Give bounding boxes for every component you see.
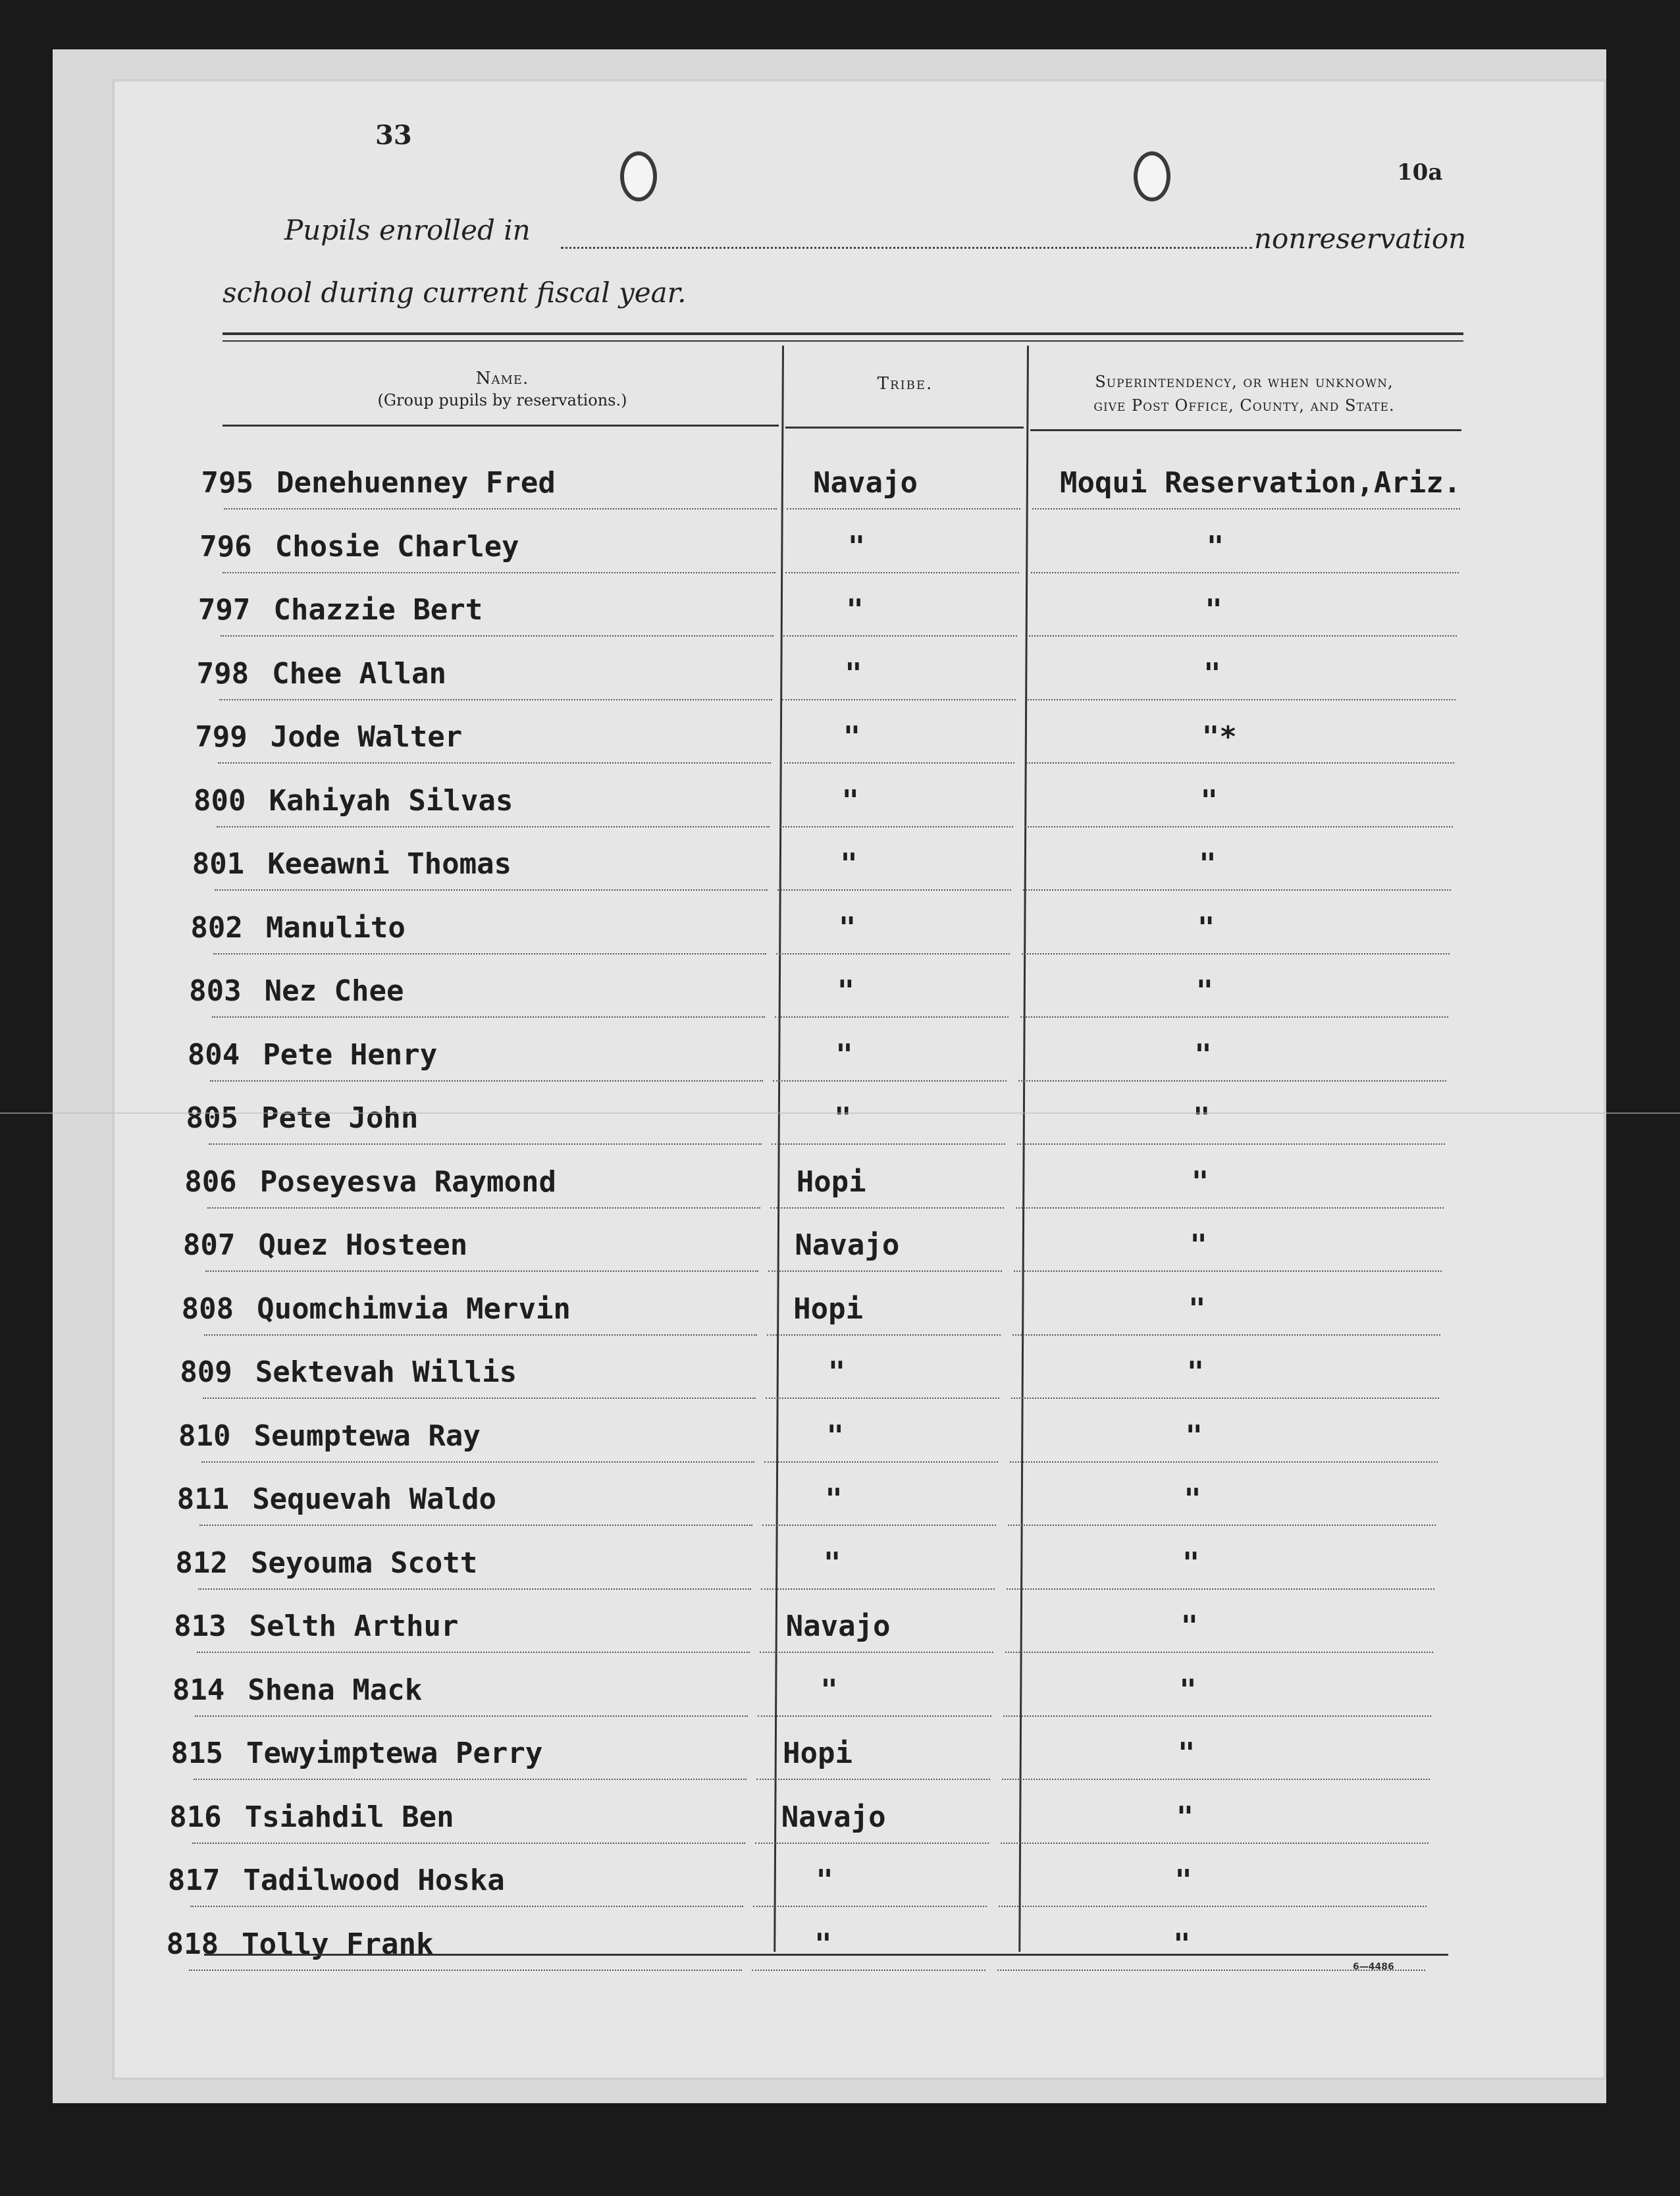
row-number: 810 [178,1419,231,1453]
table-row [0,1216,1680,1280]
row-rule-tribe [761,1588,995,1590]
punch-hole-right [1134,151,1170,201]
pupil-name: Seyouma Scott [250,1546,478,1580]
header-rule-tribe [785,427,1024,429]
pupil-tribe: Navajo [813,466,918,500]
header-sup-line-2: give Post Office, County, and State. [1093,396,1395,415]
pupil-superintendency: " [1195,974,1214,1008]
row-rule-tribe [766,1398,999,1399]
row-rule-tribe [767,1334,1001,1336]
row-rule-tribe [758,1715,991,1717]
row-rule-tribe [775,1016,1009,1018]
pupil-name: Keeawni Thomas [267,847,512,881]
row-rule-tribe [753,1906,987,1907]
table-row [0,1089,1680,1153]
row-number: 801 [192,847,245,881]
row-number: 797 [197,593,251,627]
row-number: 811 [176,1482,230,1516]
row-number: 804 [187,1037,240,1072]
pupil-tribe: " [843,720,861,754]
table-row [0,772,1680,835]
row-rule-name [195,1715,748,1717]
pupil-tribe: " [820,1673,838,1707]
row-rule-name [218,762,771,764]
punch-hole-left [620,151,657,201]
row-rule-sup [1023,889,1451,891]
pupil-name: Shena Mack [248,1673,423,1707]
pupil-superintendency: " [1185,1419,1203,1453]
pupil-tribe: Navajo [781,1800,886,1834]
pupil-tribe: " [846,593,864,627]
row-rule-sup [1026,762,1454,764]
table-row [0,1471,1680,1534]
row-rule-name [189,1970,742,1971]
pupil-tribe: " [847,529,866,563]
pupil-name: Denehuenney Fred [276,466,556,500]
row-rule-name [224,508,777,510]
row-rule-sup [1020,1016,1448,1018]
row-rule-tribe [756,1779,990,1780]
row-rule-name [198,1588,751,1590]
pupil-tribe: " [823,1546,841,1580]
pupil-tribe: " [840,847,858,881]
row-rule-sup [1028,699,1456,700]
row-rule-name [213,953,766,954]
table-row [0,962,1680,1026]
pupil-name: Jode Walter [270,720,463,754]
pupil-superintendency: " [1191,1164,1209,1199]
header-name-sub: (Group pupils by reservations.) [377,391,627,409]
table-row [0,1153,1680,1216]
row-rule-sup [1031,572,1459,573]
row-rule-tribe [760,1652,993,1653]
header-rule-sup [1030,429,1461,431]
table-row [0,1280,1680,1344]
pupil-name: Quez Hosteen [258,1228,468,1262]
row-rule-tribe [752,1970,985,1971]
row-rule-tribe [772,1143,1005,1145]
row-number: 806 [184,1164,237,1199]
table-row [0,708,1680,771]
pupil-name: Sequevah Waldo [252,1482,497,1516]
row-rule-tribe [768,1270,1002,1272]
pupil-superintendency: " [1206,529,1224,563]
header-tribe: Tribe. [877,374,933,394]
page-number: 33 [375,120,412,151]
row-rule-tribe [762,1525,996,1526]
pupil-superintendency: " [1194,1037,1212,1072]
table-row [0,518,1680,581]
intro-line-2: school during current fiscal year. [223,276,687,309]
row-rule-name [199,1525,752,1526]
pupil-name: Selth Arthur [249,1609,459,1643]
row-rule-name [221,635,774,637]
pupil-name: Tewyimptewa Perry [246,1737,543,1770]
pupil-superintendency: Moqui Reservation,Ariz. [1060,466,1461,500]
pupil-name: Kahiyah Silvas [269,783,513,818]
pupil-name: Tolly Frank [242,1927,434,1961]
row-rule-tribe [782,699,1016,700]
pupil-superintendency: " [1178,1737,1195,1770]
row-rule-name [207,1207,760,1209]
pupil-tribe: Navajo [785,1609,891,1643]
row-number: 802 [190,910,243,945]
row-rule-tribe [755,1843,989,1844]
table-row [0,1598,1680,1661]
pupil-superintendency: " [1200,783,1218,818]
pupil-name: Poseyesva Raymond [259,1164,557,1199]
row-rule-sup [1001,1843,1429,1844]
top-rule [223,332,1463,335]
pupil-superintendency: " [1190,1228,1207,1262]
row-number: 818 [166,1927,219,1961]
row-rule-tribe [787,508,1020,510]
table-row [0,645,1680,708]
table-row [0,1725,1680,1788]
pupil-superintendency: " [1205,593,1222,627]
pupil-superintendency: " [1180,1609,1199,1643]
table-row [0,1534,1680,1598]
row-rule-name [215,889,768,891]
row-rule-sup [1010,1461,1438,1463]
row-number: 817 [167,1864,221,1897]
row-number: 807 [182,1228,236,1262]
print-code: 6—4486 [1353,1962,1394,1972]
row-rule-tribe [777,889,1011,891]
row-rule-tribe [785,572,1019,573]
row-rule-name [217,826,770,827]
pupil-tribe: " [838,910,856,945]
table-row [0,1852,1680,1915]
row-rule-sup [1014,1270,1442,1272]
table-row [0,835,1680,899]
pupil-tribe: " [841,783,859,818]
table-row [0,1407,1680,1471]
table-row [0,581,1680,644]
school-name-blank [561,247,1252,249]
row-number: 805 [186,1101,238,1135]
pupil-name: Tsiahdil Ben [244,1800,454,1834]
header-sup-line-1: Superintendency, or when unknown, [1095,373,1394,391]
pupil-tribe: " [826,1419,844,1453]
row-rule-name [223,572,775,573]
table-row [0,1661,1680,1725]
row-rule-sup [1007,1588,1434,1590]
pupil-superintendency: " [1184,1482,1201,1516]
pupil-tribe: " [845,656,862,691]
row-rule-name [201,1461,754,1463]
row-rule-sup [1017,1143,1445,1145]
pupil-tribe: " [814,1927,832,1961]
row-rule-sup [1029,635,1457,637]
pupil-superintendency: " [1173,1927,1191,1961]
row-number: 812 [175,1546,228,1580]
row-rule-tribe [773,1080,1007,1082]
pupil-name: Seumptewa Ray [253,1419,481,1453]
row-rule-name [203,1398,756,1399]
row-rule-tribe [781,762,1014,764]
top-rule-thin [223,340,1463,342]
row-number: 796 [199,529,252,563]
table-row [0,1026,1680,1089]
row-number: 808 [181,1292,234,1326]
header-name [223,369,782,409]
pupil-superintendency: " [1179,1673,1197,1707]
row-rule-name [209,1143,762,1145]
row-rule-sup [1005,1652,1433,1653]
table-row [0,454,1680,517]
row-rule-name [219,699,772,700]
header-superintendency [1027,370,1461,417]
pupil-superintendency: " [1188,1292,1206,1326]
pupil-tribe: " [827,1355,846,1389]
pupil-name: Tadilwood Hoska [243,1864,505,1897]
pupil-name: Chee Allan [272,656,446,691]
pupil-tribe: Hopi [793,1292,864,1326]
row-number: 795 [201,466,253,500]
row-rule-sup [1016,1207,1444,1209]
row-number: 803 [189,974,242,1008]
row-rule-sup [1012,1334,1440,1336]
pupil-superintendency: " [1199,847,1217,881]
pupil-superintendency: " [1174,1864,1192,1897]
row-number: 798 [196,656,249,691]
row-rule-name [190,1906,743,1907]
pupil-tribe: Hopi [783,1737,853,1770]
pupil-name: Pete John [261,1101,419,1135]
pupil-name: Sektevah Willis [255,1355,517,1389]
row-rule-sup [1003,1715,1431,1717]
pupil-superintendency: " [1197,910,1215,945]
row-rule-name [212,1016,765,1018]
row-number: 814 [172,1673,225,1707]
row-rule-name [204,1334,757,1336]
pupil-name: Quomchimvia Mervin [257,1292,571,1326]
row-rule-tribe [770,1207,1004,1209]
pupil-name: Pete Henry [263,1037,438,1072]
pupil-tribe: Hopi [796,1164,866,1199]
row-rule-tribe [779,826,1013,827]
table-row [0,1344,1680,1407]
header-rule-name [223,425,779,427]
row-number: 816 [169,1800,222,1834]
row-number: 815 [171,1737,223,1770]
row-rule-tribe [764,1461,998,1463]
row-rule-sup [1008,1525,1436,1526]
table-row [0,1789,1680,1852]
row-rule-tribe [783,635,1017,637]
pupil-tribe: Navajo [795,1228,900,1262]
form-code: 10a [1397,159,1443,186]
row-number: 809 [180,1355,232,1389]
intro-line-1-right: nonreservation [1254,222,1467,255]
row-rule-sup [1018,1080,1446,1082]
row-number: 799 [195,720,248,754]
scan-artifact-line [0,1112,1680,1114]
pupil-superintendency: " [1193,1101,1211,1135]
pupil-tribe: " [825,1482,843,1516]
pupil-superintendency: " [1182,1546,1200,1580]
row-rule-name [210,1080,763,1082]
row-rule-sup [999,1906,1427,1907]
pupil-name: Chosie Charley [275,529,519,563]
pupil-tribe: " [816,1864,833,1897]
pupil-superintendency: " [1176,1800,1194,1834]
header-name-title: Name. [475,369,529,388]
pupil-tribe: " [837,974,855,1008]
pupil-name: Chazzie Bert [273,593,483,627]
pupil-superintendency: " [1203,656,1221,691]
row-number: 813 [174,1609,226,1643]
table-row [0,899,1680,962]
table-row [0,1916,1680,1979]
row-rule-name [194,1779,747,1780]
row-rule-sup [1025,826,1453,827]
row-rule-sup [1032,508,1460,510]
row-rule-sup [1011,1398,1439,1399]
row-rule-name [192,1843,745,1844]
bottom-rule [204,1954,1448,1956]
row-rule-name [197,1652,750,1653]
row-rule-sup [1002,1779,1430,1780]
pupil-tribe: " [834,1101,852,1135]
pupil-name: Manulito [265,910,406,945]
pupil-superintendency: "* [1201,720,1237,754]
row-rule-sup [1022,953,1450,954]
pupil-name: Nez Chee [264,974,404,1008]
pupil-tribe: " [835,1037,853,1072]
row-rule-name [205,1270,758,1272]
intro-line-1-text: Pupils enrolled in [284,214,531,246]
row-number: 800 [194,783,246,818]
intro-line-1 [284,214,531,246]
row-rule-tribe [776,953,1010,954]
pupil-superintendency: " [1186,1355,1205,1389]
